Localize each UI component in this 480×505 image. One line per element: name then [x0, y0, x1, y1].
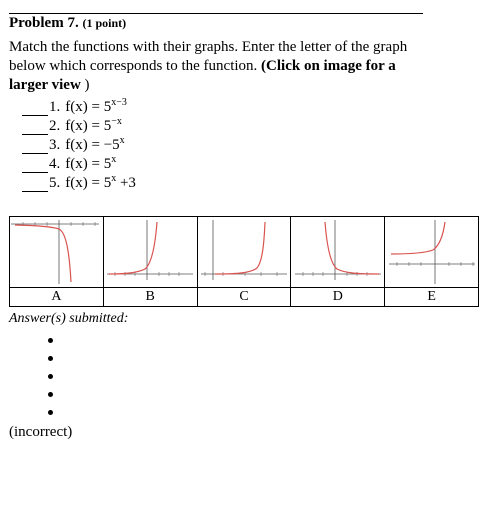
problem-number: Problem 7. [9, 15, 79, 31]
graph-label-d: D [291, 288, 385, 307]
submitted-answer-3 [44, 366, 54, 384]
function-lhs: f(x) = 5 [65, 156, 112, 172]
instruction-text: Match the functions with their graphs. Enter the letter of the graph below which corresponds to the function. [9, 39, 408, 74]
function-exponent: x [111, 173, 117, 184]
function-expression [65, 118, 122, 135]
function-row-5 [22, 173, 136, 192]
graph-a-curve [15, 225, 71, 282]
graph-d-curve [325, 222, 379, 274]
function-lhs: f(x) = 5 [65, 118, 112, 134]
graph-table [9, 216, 479, 307]
graph-label-c: C [197, 288, 291, 307]
answer-blank-4[interactable] [22, 158, 48, 173]
function-tail: +3 [116, 175, 136, 191]
function-lhs: f(x) = −5 [65, 137, 120, 153]
answers-submitted-label: Answer(s) submitted: [9, 311, 129, 326]
problem-title [9, 15, 126, 32]
graph-e-image[interactable] [387, 220, 477, 284]
graph-cell-a[interactable] [10, 217, 104, 288]
function-exponent: −x [111, 116, 122, 127]
graph-label-b: B [103, 288, 197, 307]
function-number: 4. [49, 156, 61, 172]
graph-c-image[interactable] [199, 220, 289, 284]
function-lhs: f(x) = 5 [65, 99, 112, 115]
graph-cell-b[interactable] [103, 217, 197, 288]
function-row-3 [22, 135, 136, 154]
graph-cell-e[interactable] [385, 217, 479, 288]
function-expression [65, 137, 124, 154]
function-number: 3. [49, 137, 61, 153]
larger-view-hint: (Click on image for a larger view [9, 58, 396, 93]
graph-label-a: A [10, 288, 104, 307]
function-row-1 [22, 97, 136, 116]
function-number: 5. [49, 175, 61, 191]
top-rule [9, 13, 423, 14]
graph-cell-d[interactable] [291, 217, 385, 288]
function-exponent: x−3 [111, 97, 127, 108]
function-lhs: f(x) = 5 [65, 175, 112, 191]
function-expression [65, 99, 127, 116]
answer-blank-1[interactable] [22, 101, 48, 116]
submitted-answers-list [44, 330, 54, 420]
function-expression [65, 175, 136, 192]
function-exponent: x [111, 154, 117, 165]
function-row-2 [22, 116, 136, 135]
bullet-dot [48, 338, 53, 343]
answer-blank-3[interactable] [22, 139, 48, 154]
function-exponent: x [119, 135, 125, 146]
graph-c-curve [215, 222, 265, 274]
problem-instruction [9, 38, 429, 95]
function-number: 1. [49, 99, 61, 115]
bullet-dot [48, 392, 53, 397]
graph-a-image[interactable] [11, 220, 101, 284]
submitted-answer-5 [44, 402, 54, 420]
answer-blank-2[interactable] [22, 120, 48, 135]
graph-b-image[interactable] [105, 220, 195, 284]
graph-d-image[interactable] [293, 220, 383, 284]
answer-status: (incorrect) [9, 424, 73, 440]
function-number: 2. [49, 118, 61, 134]
bullet-dot [48, 356, 53, 361]
answer-blank-5[interactable] [22, 177, 48, 192]
submitted-answer-4 [44, 384, 54, 402]
bullet-dot [48, 374, 53, 379]
graph-label-e: E [385, 288, 479, 307]
graph-e-curve [391, 222, 445, 254]
function-expression [65, 156, 116, 173]
submitted-answer-1 [44, 330, 54, 348]
problem-points: (1 point) [82, 16, 127, 30]
instruction-close: ) [80, 77, 90, 93]
bullet-dot [48, 410, 53, 415]
submitted-answer-2 [44, 348, 54, 366]
function-row-4 [22, 154, 136, 173]
graph-b-curve [109, 222, 157, 274]
graph-cell-c[interactable] [197, 217, 291, 288]
function-list [22, 97, 136, 192]
